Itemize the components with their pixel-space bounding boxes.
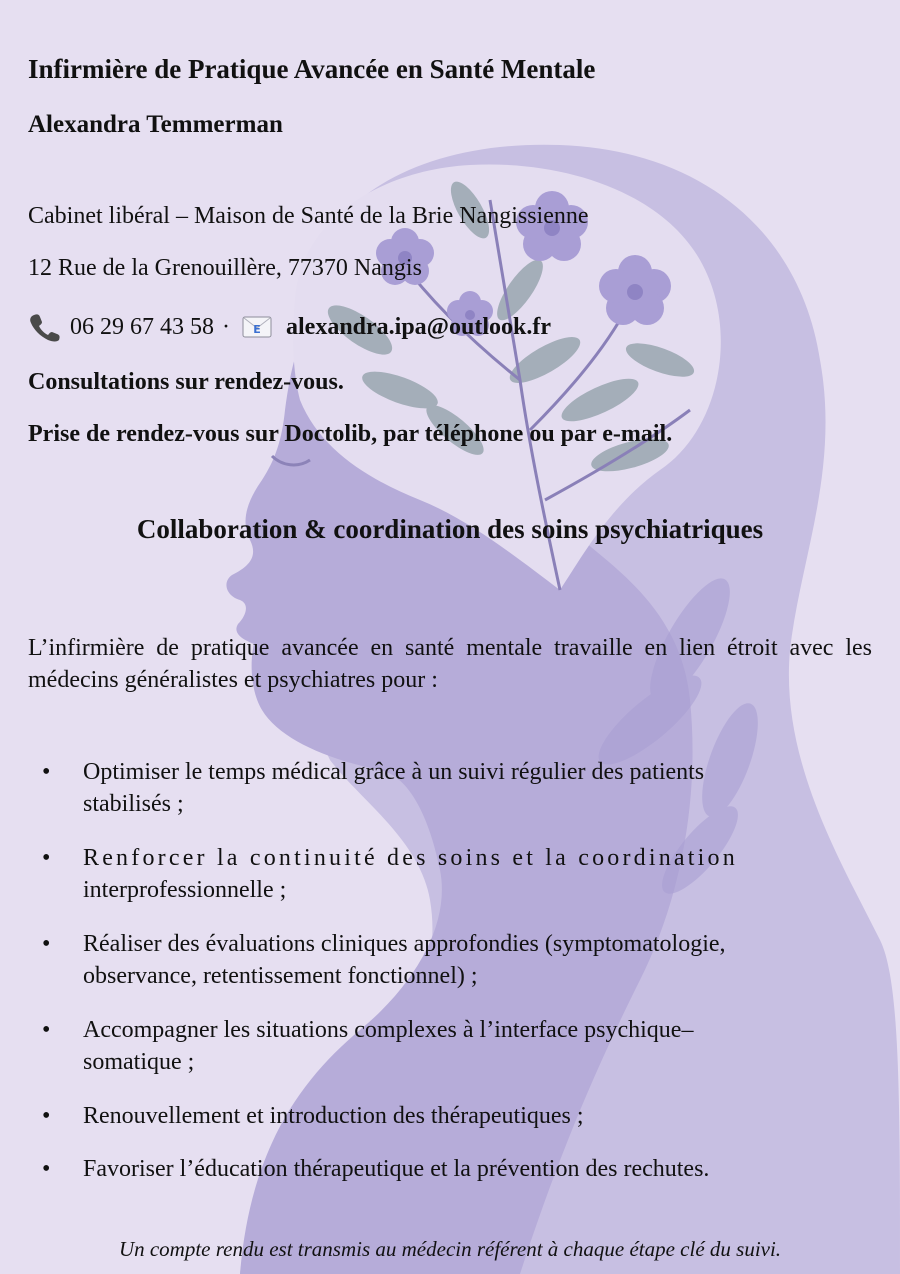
contact-separator: · — [222, 313, 230, 340]
list-item-line1: Favoriser l’éducation thérapeutique et la prévention des rechutes. — [83, 1156, 710, 1182]
booking-note: Prise de rendez-vous sur Doctolib, par téléphone ou par e-mail. — [28, 421, 673, 447]
practice-address-line2: 12 Rue de la Grenouillère, 77370 Nangis — [28, 255, 422, 281]
list-item-line2: stabilisés ; — [83, 791, 184, 817]
contact-line — [28, 312, 551, 342]
list-item — [28, 756, 872, 820]
list-item — [28, 842, 872, 906]
list-item-line1: Accompagner les situations complexes à l’interface psychique– — [83, 1017, 694, 1043]
phone-number[interactable]: 06 29 67 43 58 — [70, 313, 214, 340]
email-link[interactable]: alexandra.ipa@outlook.fr — [286, 313, 552, 340]
email-icon — [242, 316, 272, 338]
section-heading: Collaboration & coordination des soins psychiatriques — [136, 514, 764, 544]
list-item-line1: Réaliser des évaluations cliniques approfondies (symptomatologie, — [83, 931, 726, 957]
collaboration-list — [28, 756, 872, 1185]
list-item-line1: Optimiser le temps médical grâce à un suivi régulier des patients — [83, 759, 705, 785]
list-item-line2: observance, retentissement fonctionnel) ; — [83, 963, 478, 989]
list-item — [28, 1100, 872, 1132]
list-item — [28, 928, 872, 992]
intro-paragraph: L’infirmière de pratique avancée en santé mentale travaille en lien étroit avec les médecins généralistes et psychiatres pour : — [28, 635, 872, 693]
consultation-note: Consultations sur rendez-vous. — [28, 369, 344, 395]
svg-text:E: E — [253, 323, 261, 336]
practice-address-line1: Cabinet libéral – Maison de Santé de la Brie Nangissienne — [28, 203, 589, 229]
list-item-line1: Renforcer la continuité des soins et la coordination — [83, 845, 738, 871]
page-title: Infirmière de Pratique Avancée en Santé Mentale — [28, 54, 596, 84]
list-item — [28, 1153, 872, 1185]
footer-note: Un compte rendu est transmis au médecin référent à chaque étape clé du suivi. — [118, 1237, 782, 1261]
phone-icon — [28, 312, 62, 342]
list-item-line2: somatique ; — [83, 1049, 195, 1075]
list-item — [28, 1014, 872, 1078]
list-item-line2: interprofessionnelle ; — [83, 877, 287, 903]
list-item-line1: Renouvellement et introduction des thérapeutiques ; — [83, 1103, 584, 1129]
practitioner-name: Alexandra Temmerman — [28, 111, 283, 138]
